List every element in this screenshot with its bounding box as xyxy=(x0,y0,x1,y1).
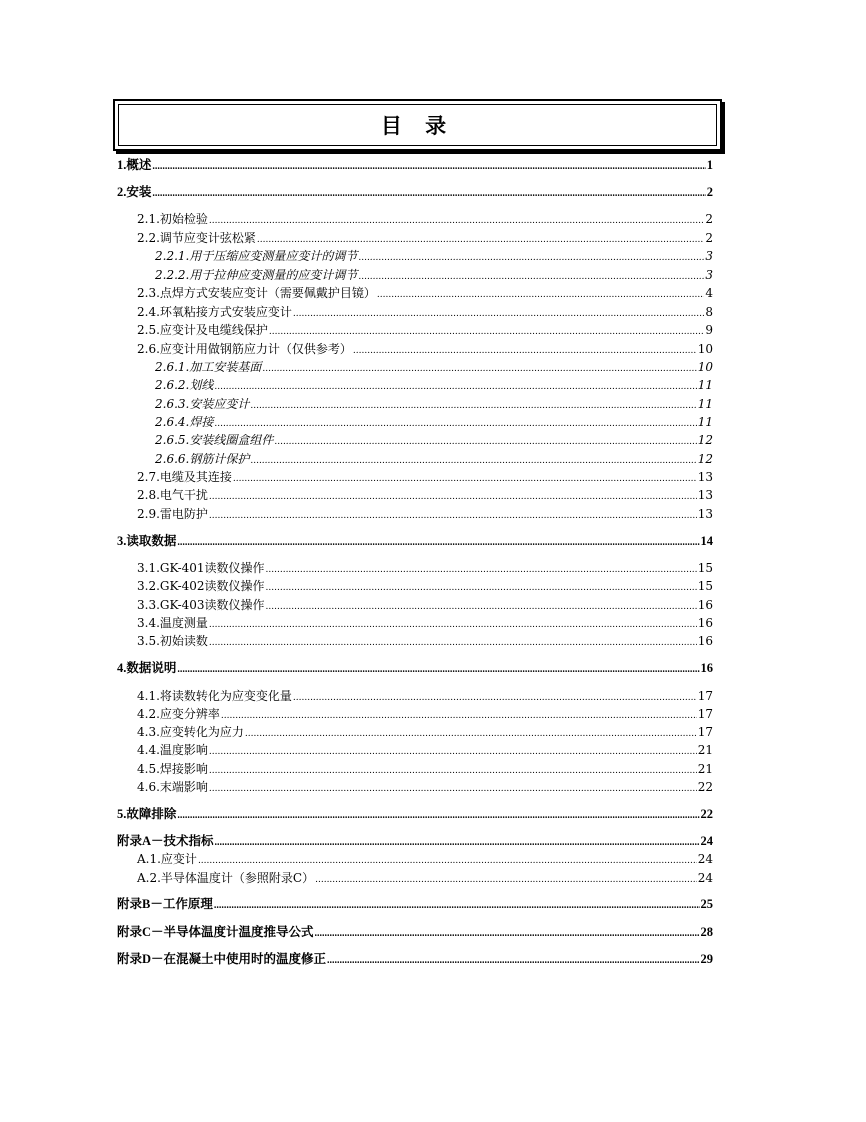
toc-entry[interactable] xyxy=(117,451,713,469)
toc-entry-page-number: 17 xyxy=(697,689,713,703)
toc-dot-leader xyxy=(262,359,696,377)
toc-entry[interactable] xyxy=(117,851,713,869)
toc-entry-page-number: 21 xyxy=(697,743,713,757)
toc-dot-leader xyxy=(245,724,697,742)
toc-entry-label: 附录B－工作原理 xyxy=(117,897,213,911)
toc-entry-label: 4.3.应变转化为应力 xyxy=(137,725,244,739)
toc-entry-label: 附录A－技术指标 xyxy=(117,834,214,848)
toc-dot-leader xyxy=(209,211,704,229)
toc-entry[interactable] xyxy=(117,761,713,779)
toc-entry-page-number: 28 xyxy=(700,925,713,939)
toc-entry[interactable] xyxy=(117,615,713,633)
toc-entry-page-number: 16 xyxy=(700,661,713,675)
toc-entry-page-number: 10 xyxy=(697,342,713,356)
toc-dot-leader xyxy=(274,432,696,450)
toc-dot-leader xyxy=(209,487,697,505)
toc-dot-leader xyxy=(233,469,697,487)
toc-dot-leader xyxy=(214,414,696,432)
toc-dot-leader xyxy=(257,230,704,248)
toc-entry[interactable] xyxy=(117,304,713,322)
toc-entry-page-number: 17 xyxy=(697,707,713,721)
toc-entry-label: 4.1.将读数转化为应变变化量 xyxy=(137,689,292,703)
toc-entry[interactable] xyxy=(117,533,713,551)
toc-entry-page-number: 4 xyxy=(705,286,713,300)
toc-entry-label: 2.6.4.焊接 xyxy=(155,415,214,429)
toc-entry-label: 2.2.2.用于拉伸应变测量的应变计调节 xyxy=(155,268,358,282)
toc-entry-label: 2.6.2.划线 xyxy=(155,378,214,392)
toc-dot-leader xyxy=(152,184,705,202)
toc-entry-page-number: 2 xyxy=(706,185,713,199)
toc-entry-label: 4.2.应变分辨率 xyxy=(137,707,220,721)
toc-dot-leader xyxy=(209,615,697,633)
toc-entry[interactable] xyxy=(117,414,713,432)
toc-entry-page-number: 16 xyxy=(697,616,713,630)
toc-entry[interactable] xyxy=(117,597,713,615)
toc-dot-leader xyxy=(209,742,697,760)
toc-entry-page-number: 14 xyxy=(700,534,713,548)
toc-entry-label: A.1.应变计 xyxy=(137,852,197,866)
toc-entry-page-number: 11 xyxy=(697,415,713,429)
toc-entry[interactable] xyxy=(117,359,713,377)
toc-dot-leader xyxy=(152,157,705,175)
toc-entry-page-number: 21 xyxy=(697,762,713,776)
toc-entry-label: 2.6.6.钢筋计保护 xyxy=(155,452,250,466)
toc-entry[interactable] xyxy=(117,924,713,942)
toc-dot-leader xyxy=(353,341,697,359)
toc-dot-leader xyxy=(269,322,704,340)
toc-dot-leader xyxy=(266,578,697,596)
toc-entry-label: 2.2.1.用于压缩应变测量应变计的调节 xyxy=(155,249,358,263)
toc-entry[interactable] xyxy=(117,211,713,229)
toc-entry[interactable] xyxy=(117,560,713,578)
toc-entry-page-number: 29 xyxy=(700,952,713,966)
toc-entry-page-number: 15 xyxy=(697,579,713,593)
toc-entry-label: 3.3.GK-403读数仪操作 xyxy=(137,598,265,612)
toc-entry-page-number: 2 xyxy=(705,212,713,226)
toc-entry-page-number: 24 xyxy=(700,834,713,848)
toc-dot-leader xyxy=(177,660,699,678)
toc-entry-page-number: 13 xyxy=(697,470,713,484)
toc-entry[interactable] xyxy=(117,578,713,596)
toc-entry-page-number: 3 xyxy=(705,249,713,263)
toc-entry[interactable] xyxy=(117,660,713,678)
toc-entry-page-number: 16 xyxy=(697,634,713,648)
toc-entry-page-number: 25 xyxy=(700,897,713,911)
toc-entry-page-number: 8 xyxy=(705,305,713,319)
toc-entry-page-number: 11 xyxy=(697,378,713,392)
toc-dot-leader xyxy=(250,396,696,414)
toc-entry[interactable] xyxy=(117,322,713,340)
toc-entry-label: 4.4.温度影响 xyxy=(137,743,208,757)
toc-dot-leader xyxy=(315,870,697,888)
toc-entry[interactable] xyxy=(117,833,713,851)
toc-entry-page-number: 9 xyxy=(705,323,713,337)
toc-dot-leader xyxy=(198,851,697,869)
toc-entry-label: 2.6.3.安装应变计 xyxy=(155,397,250,411)
toc-entry-label: 3.5.初始读数 xyxy=(137,634,208,648)
toc-entry-label: 4.数据说明 xyxy=(117,661,177,675)
toc-dot-leader xyxy=(315,924,700,942)
toc-dot-leader xyxy=(215,833,700,851)
toc-dot-leader xyxy=(250,451,696,469)
toc-entry-label: 3.1.GK-401读数仪操作 xyxy=(137,561,265,575)
title-inner-frame xyxy=(118,104,717,146)
toc-entry-label: 4.6.末端影响 xyxy=(137,780,208,794)
toc-dot-leader xyxy=(266,560,697,578)
toc-entry-page-number: 12 xyxy=(697,433,713,447)
title-box xyxy=(113,99,722,151)
toc-entry-label: 2.5.应变计及电缆线保护 xyxy=(137,323,268,337)
toc-entry[interactable] xyxy=(117,184,713,202)
toc-entry-label: 2.2.调节应变计弦松紧 xyxy=(137,231,256,245)
toc-entry-page-number: 2 xyxy=(705,231,713,245)
toc-entry[interactable] xyxy=(117,157,713,175)
toc-dot-leader xyxy=(209,633,697,651)
toc-entry[interactable] xyxy=(117,779,713,797)
toc-entry[interactable] xyxy=(117,806,713,824)
toc-entry-label: 2.4.环氧粘接方式安装应变计 xyxy=(137,305,292,319)
toc-dot-leader xyxy=(209,761,697,779)
toc-entry-page-number: 24 xyxy=(697,852,713,866)
toc-entry[interactable] xyxy=(117,870,713,888)
toc-entry-label: A.2.半导体温度计（参照附录C） xyxy=(137,871,315,885)
toc-entry-page-number: 16 xyxy=(697,598,713,612)
toc-dot-leader xyxy=(214,377,696,395)
toc-entry-label: 3.读取数据 xyxy=(117,534,177,548)
toc-entry-page-number: 17 xyxy=(697,725,713,739)
toc-entry[interactable] xyxy=(117,688,713,706)
toc-entry-label: 2.9.雷电防护 xyxy=(137,507,208,521)
toc-entry[interactable] xyxy=(117,341,713,359)
toc-entry-page-number: 12 xyxy=(697,452,713,466)
toc-entry-label: 2.6.应变计用做钢筋应力计（仅供参考） xyxy=(137,342,352,356)
toc-entry-page-number: 13 xyxy=(697,488,713,502)
toc-entry-page-number: 10 xyxy=(697,360,713,374)
toc-entry-page-number: 3 xyxy=(705,268,713,282)
toc-entry-label: 2.3.点焊方式安装应变计（需要佩戴护目镜） xyxy=(137,286,376,300)
toc-entry-label: 附录C－半导体温度计温度推导公式 xyxy=(117,925,314,939)
toc-entry-label: 2.7.电缆及其连接 xyxy=(137,470,232,484)
toc-entry[interactable] xyxy=(117,724,713,742)
toc-entry-label: 2.1.初始检验 xyxy=(137,212,208,226)
toc-entry[interactable] xyxy=(117,506,713,524)
toc-dot-leader xyxy=(177,806,699,824)
toc-entry[interactable] xyxy=(117,487,713,505)
toc-entry[interactable] xyxy=(117,706,713,724)
toc-entry[interactable] xyxy=(117,377,713,395)
toc-dot-leader xyxy=(177,533,699,551)
toc-entry[interactable] xyxy=(117,469,713,487)
toc-entry-label: 附录D－在混凝土中使用时的温度修正 xyxy=(117,952,327,966)
toc-entry[interactable] xyxy=(117,396,713,414)
toc-entry-label: 3.4.温度测量 xyxy=(137,616,208,630)
toc-entry[interactable] xyxy=(117,951,713,969)
toc-entry[interactable] xyxy=(117,896,713,914)
toc-dot-leader xyxy=(293,304,704,322)
toc-entry-label: 3.2.GK-402读数仪操作 xyxy=(137,579,265,593)
toc-entry-label: 5.故障排除 xyxy=(117,807,177,821)
toc-entry-page-number: 22 xyxy=(700,807,713,821)
toc-entry-page-number: 13 xyxy=(697,507,713,521)
toc-entry[interactable] xyxy=(117,267,713,285)
toc-entry-label: 2.6.5.安装线圈盒组件 xyxy=(155,433,274,447)
toc-entry-label: 4.5.焊接影响 xyxy=(137,762,208,776)
toc-entry[interactable] xyxy=(117,285,713,303)
toc-dot-leader xyxy=(293,688,697,706)
toc-dot-leader xyxy=(327,951,699,969)
toc-dot-leader xyxy=(209,779,697,797)
toc-entry[interactable] xyxy=(117,230,713,248)
toc-dot-leader xyxy=(214,896,700,914)
toc-entry-page-number: 22 xyxy=(697,780,713,794)
toc-entry-label: 1.概述 xyxy=(117,158,152,172)
toc-dot-leader xyxy=(209,506,697,524)
toc-dot-leader xyxy=(266,597,697,615)
toc-entry-page-number: 15 xyxy=(697,561,713,575)
toc-entry[interactable] xyxy=(117,248,713,266)
toc-entry-label: 2.8.电气干扰 xyxy=(137,488,208,502)
toc-dot-leader xyxy=(358,248,704,266)
toc-entry[interactable] xyxy=(117,633,713,651)
toc-dot-leader xyxy=(221,706,697,724)
toc-entry[interactable] xyxy=(117,742,713,760)
toc-entry-label: 2.6.1.加工安装基面 xyxy=(155,360,262,374)
toc-entry[interactable] xyxy=(117,432,713,450)
toc-entry-page-number: 1 xyxy=(706,158,713,172)
page-title: 目 录 xyxy=(380,114,455,138)
toc-dot-leader xyxy=(358,267,704,285)
toc-dot-leader xyxy=(377,285,704,303)
toc-entry-page-number: 11 xyxy=(697,397,713,411)
toc-entry-page-number: 24 xyxy=(697,871,713,885)
toc-entry-label: 2.安装 xyxy=(117,185,152,199)
